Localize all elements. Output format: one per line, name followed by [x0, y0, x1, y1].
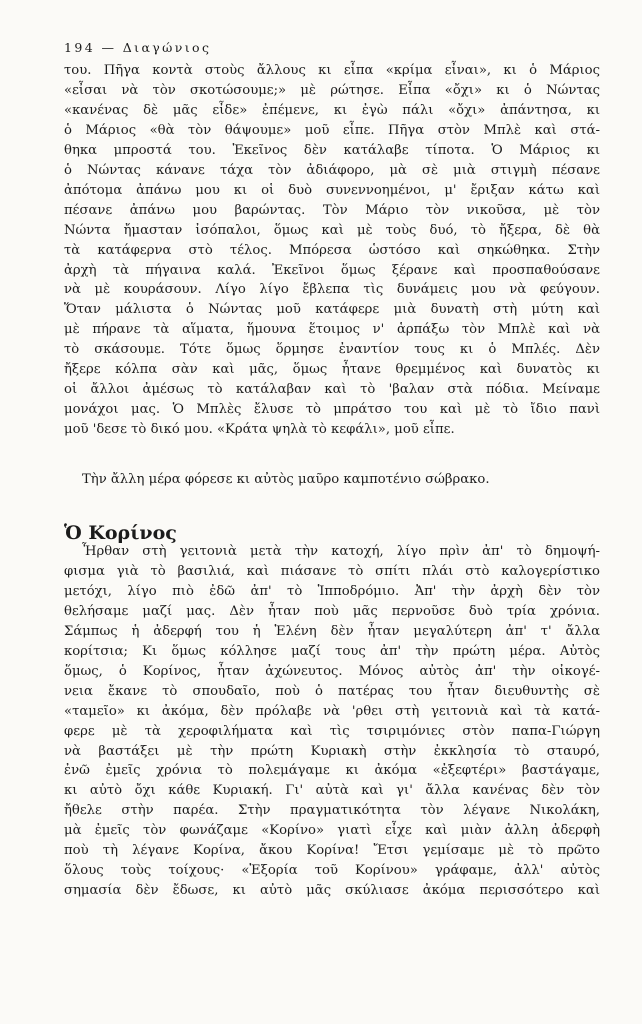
- page-number: 194: [64, 40, 96, 55]
- header-separator: —: [101, 40, 117, 55]
- paragraph-3: [64, 542, 600, 901]
- paragraph-1: [64, 61, 600, 440]
- text-line: Νώντα ἤμασταν ἰσόπαλοι, ὅμως καὶ μὲ τοὺς δυό, τὸ ἤξερα, δὲ θὰ: [64, 222, 600, 238]
- text-line: σημασία δὲν ἔδωσε, κι αὐτὸ μᾶς σκύλιασε ἀκόμα περισσότερο καὶ: [64, 883, 600, 899]
- text-line: Σάμπως ἡ ἀδερφή του ἡ Ἑλένη δὲν ἦταν μεγαλύτερη ἀπ' τ' ἄλλα: [64, 623, 600, 639]
- text-line: «εἶσαι νὰ τὸν σκοτώσουμε;» μὲ ρώτησε. Εἶπα «ὄχι» κι ὁ Νώντας: [64, 82, 600, 98]
- text-line: Ὅταν μάλιστα ὁ Νώντας μοῦ κατάφερε μιὰ δυνατὴ στὴ μύτη καὶ: [64, 302, 600, 318]
- text-line: τὸ σκάσουμε. Τότε ὅμως ὅρμησε ἐναντίον τους κι ὁ Μπλές. Δὲν: [64, 342, 600, 358]
- text-line: ἀπότομα ἀπάνω μου κι οἱ δυὸ συνεννοημένοι, μ' ἔριξαν κάτω καὶ: [64, 182, 600, 198]
- text-line: ἀρχὴ τὰ πήγαινα καλά. Ἐκεῖνοι ὅμως ξέρανε καὶ προσπαθούσανε: [64, 262, 600, 278]
- text-line: κι αὐτὸ ὄχι κάθε Κυριακή. Γι' αὐτὰ καὶ γι' ἄλλα κανένας δὲν τὸν: [64, 783, 600, 799]
- text-line: ὁ Νώντας κάνανε τάχα τὸν ἀδιάφορο, μὰ σὲ μιὰ στιγμὴ πέσανε: [64, 162, 600, 178]
- text-line: «ταμεῖο» κι ἀκόμα, δὲν πρόλαβε νὰ 'ρθει στὴ γειτονιὰ καὶ τὰ κατά-: [64, 703, 600, 719]
- text-line: θελήσαμε μαζί μας. Δὲν ἦταν ποὺ μᾶς περνοῦσε δυὸ τρία χρόνια.: [64, 603, 600, 619]
- text-line: ἤθελε στὴν παρέα. Στὴν πραγματικότητα τὸν λέγανε Νικολάκη,: [64, 803, 600, 819]
- text-line: ὁ Μάριος «θὰ τὸν θάψουμε» μοῦ εἶπε. Πῆγα στὸν Μπλὲ καὶ στά-: [64, 122, 600, 138]
- section-title: Ὁ Κορίνος: [64, 521, 177, 544]
- text-line: μὰ ἐμεῖς τὸν φωνάζαμε «Κορίνο» γιατὶ εἶχε καὶ μιὰν ἀλλη ἀδερφὴ: [64, 823, 600, 839]
- text-line: ἐνῶ ἐμεῖς χρόνια τὸ πολεμάγαμε κι ἀκόμα «ἐξεφτέρι» βαστάγαμε,: [64, 763, 600, 779]
- text-line: ποὺ τὴ λέγανε Κορίνα, ἄκου Κορίνα! Ἔτσι γεμίσαμε μὲ τὸ πρῶτο: [64, 843, 600, 859]
- paragraph-2: [64, 470, 600, 490]
- paragraph-3-text: [64, 542, 600, 901]
- text-line: ἤξερε κόλπα σὰν καὶ μᾶς, ὅμως ἦτανε θρεμμένος καὶ δυνατὸς κι: [64, 362, 600, 378]
- paragraph-2-text: Τὴν ἄλλη μέρα φόρεσε κι αὐτὸς μαῦρο καμποτένιο σώβρακο.: [82, 472, 490, 487]
- text-line: μονάχοι μας. Ὁ Μπλὲς ἔλυσε τὸ μπράτσο του καὶ μὲ τὸ ἴδιο πανὶ: [64, 402, 600, 418]
- text-line: τὰ κατάφερνα στὸ τέλος. Μπόρεσα ὡστόσο καὶ σηκώθηκα. Στὴν: [64, 242, 600, 258]
- paragraph-1-text: [64, 61, 600, 440]
- text-line: οἱ ἄλλοι ἀμέσως τὸ κατάλαβαν καὶ τὸ 'βαλαν στὰ πόδια. Μείναμε: [64, 382, 600, 398]
- text-line: μὲ πήρανε τὰ αἵματα, ἥμουνα ἕτοιμος ν' ἁρπάξω τὸν Μπλὲ καὶ νὰ: [64, 322, 600, 338]
- text-line: μετόχι, λίγο πιὸ ἐδῶ ἀπ' τὸ Ἱπποδρόμιο. Ἀπ' τὴν ἀρχὴ δὲν τὸν: [64, 583, 600, 599]
- text-line: Ἦρθαν στὴ γειτονιὰ μετὰ τὴν κατοχή, λίγο πρὶν ἀπ' τὸ δημοψή-: [82, 544, 600, 559]
- text-line: φισμα γιὰ τὸ βασιλιά, καὶ πιάσανε τὸ σπίτι πλάι στὸ καλογερίστικο: [64, 563, 600, 579]
- text-line: του. Πῆγα κοντὰ στοὺς ἄλλους κι εἶπα «κρίμα εἶναι», κι ὁ Μάριος: [64, 63, 600, 78]
- text-line: φερε μὲ τὰ χεροφιλήματα καὶ τὶς τσιριμόνιες στὸν παπα-Γιώργη: [64, 723, 600, 739]
- text-line: «κανένας δὲ μᾶς εἶδε» ἐπέμενε, κι ἐγὼ πάλι «ὄχι» ἀπάντησα, κι: [64, 102, 600, 118]
- text-line: νὰ βαστάξει μὲ τὴν πρώτη Κυριακὴ στὴν ἐκκλησία τὸ σταυρό,: [64, 743, 600, 759]
- text-line: ὅμως, ὁ Κορίνος, ἦταν ἀχώνευτος. Μόνος αὐτὸς ἀπ' τὴν οἰκογέ-: [64, 663, 600, 679]
- text-line: κορίτσια; Κι ὅμως κόλλησε μαζί τους ἀπ' τὴν πρώτη μέρα. Αὐτὸς: [64, 643, 600, 659]
- text-line: μοῦ 'δεσε τὸ δικό μου. «Κράτα ψηλὰ τὸ κεφάλι», μοῦ εἶπε.: [64, 422, 455, 438]
- running-title: Διαγώνιος: [122, 40, 212, 55]
- text-line: ὅλους τοὺς τοίχους· «Ἐξορία τοῦ Κορίνου» γράφαμε, ἀλλ' αὐτὸς: [64, 863, 600, 879]
- text-line: νεια ἔκανε τὸ σπουδαῖο, ποὺ ὁ πατέρας του ἦταν διευθυντὴς σὲ: [64, 683, 600, 699]
- text-line: πέσανε ἀπάνω μου βαρώντας. Τὸν Μάριο τὸν νικοῦσα, μὲ τὸν: [64, 202, 600, 218]
- running-header: [64, 40, 211, 55]
- text-line: θηκα μπροστά του. Ἐκεῖνος δὲν κατάλαβε τίποτα. Ὁ Μάριος κι: [64, 142, 600, 158]
- text-line: νὰ μὲ κουράσουν. Λίγο λίγο ἔβλεπα τὶς δυνάμεις μου νὰ φεύγουν.: [64, 282, 600, 298]
